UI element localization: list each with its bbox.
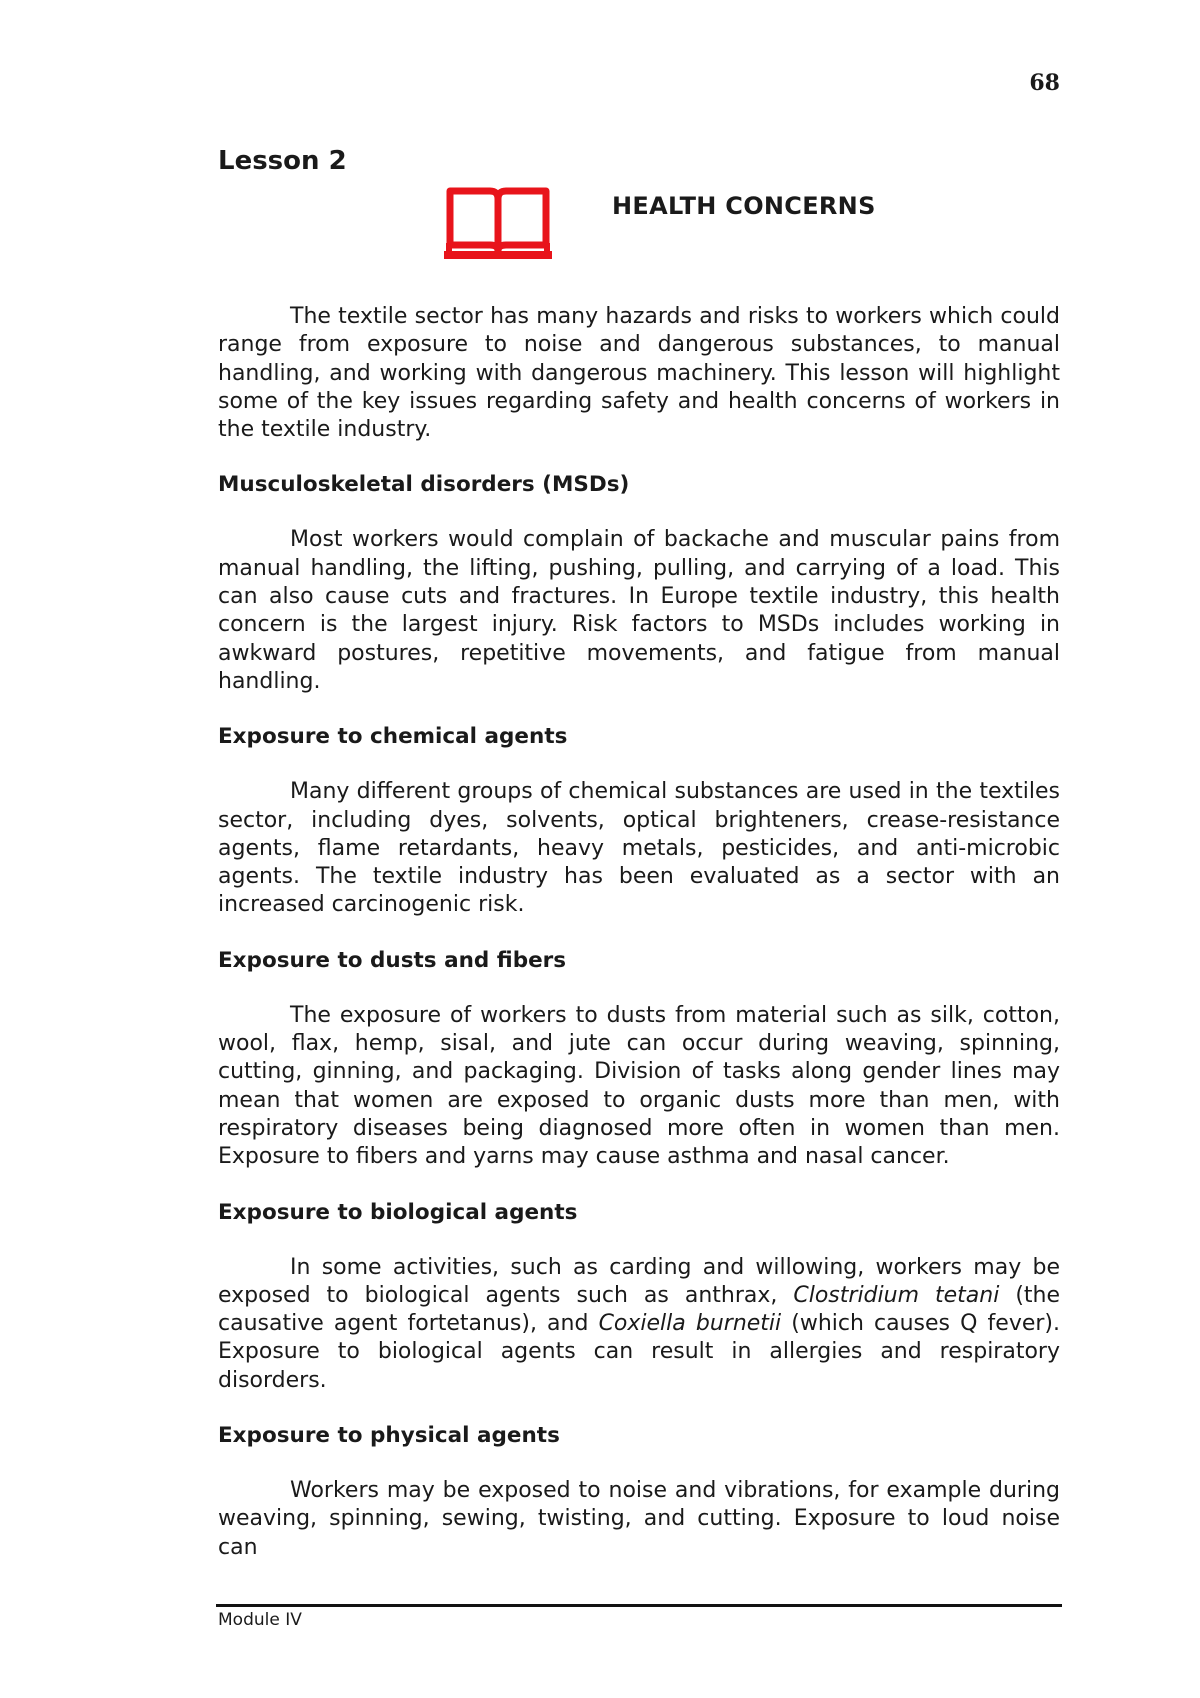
footer-module-label: Module IV bbox=[218, 1610, 302, 1630]
species-name: Coxiella burnetii bbox=[598, 1311, 782, 1337]
physical-agents-paragraph: Workers may be exposed to noise and vibrations, for example during weaving, spinning, sewing, twisting, and cutting. Exposure to loud noise can bbox=[218, 1478, 1060, 1560]
biological-text-part: (which causes Q fever). Exposure to biological agents can result in allergies and respiratory disorders. bbox=[218, 1311, 1060, 1393]
msd-paragraph: Most workers would complain of backache and muscular pains from manual handling, the lifting, pushing, pulling, and carrying of a load. This can also cause cuts and fractures. In Europe textile industry, this health concern is the largest injury. Risk factors to MSDs includes working in awkward postures, repetitive movements, and fatigue from manual handling. bbox=[218, 527, 1060, 694]
dusts-fibers-paragraph: The exposure of workers to dusts from material such as silk, cotton, wool, flax, hemp, sisal, and jute can occur during weaving, spinning, cutting, ginning, and packaging. Division of tasks along gender lines may mean that women are exposed to organic dusts more than men, with respiratory diseases being diagnosed more often in women than men. Exposure to fibers and yarns may cause asthma and nasal cancer. bbox=[218, 1002, 1060, 1170]
lesson-title: Lesson 2 bbox=[218, 146, 347, 176]
biological-agents-paragraph bbox=[218, 1254, 1060, 1395]
footer-divider bbox=[216, 1604, 1062, 1607]
species-name: Clostridium tetani bbox=[793, 1282, 1000, 1308]
physical-agents-heading: Exposure to physical agents bbox=[218, 1423, 560, 1449]
biological-agents-heading: Exposure to biological agents bbox=[218, 1199, 578, 1225]
document-body bbox=[218, 303, 1060, 1589]
section-heading: HEALTH CONCERNS bbox=[612, 192, 876, 220]
page-number: 68 bbox=[1029, 70, 1060, 96]
book-icon bbox=[442, 185, 554, 265]
chemical-agents-heading: Exposure to chemical agents bbox=[218, 724, 568, 750]
biological-text-part: (the causative agent fortetanus), and bbox=[218, 1282, 1061, 1337]
dusts-fibers-heading: Exposure to dusts and fibers bbox=[218, 947, 567, 973]
msd-heading: Musculoskeletal disorders (MSDs) bbox=[218, 472, 630, 498]
chemical-agents-paragraph: Many different groups of chemical substances are used in the textiles sector, including dyes, solvents, optical brighteners, crease-resistance agents, flame retardants, heavy metals, pesticides, and anti-microbic agents. The textile industry has been evaluated as a sector with an increased carcinogenic risk. bbox=[218, 779, 1060, 918]
biological-text-part: In some activities, such as carding and willowing, workers may be exposed to biological agents such as anthrax, bbox=[218, 1254, 1060, 1308]
intro-paragraph: The textile sector has many hazards and risks to workers which could range from exposure to noise and dangerous substances, to manual handling, and working with dangerous machinery. This lesson will highlight some of the key issues regarding safety and health concerns of workers in the textile industry. bbox=[218, 304, 1060, 443]
